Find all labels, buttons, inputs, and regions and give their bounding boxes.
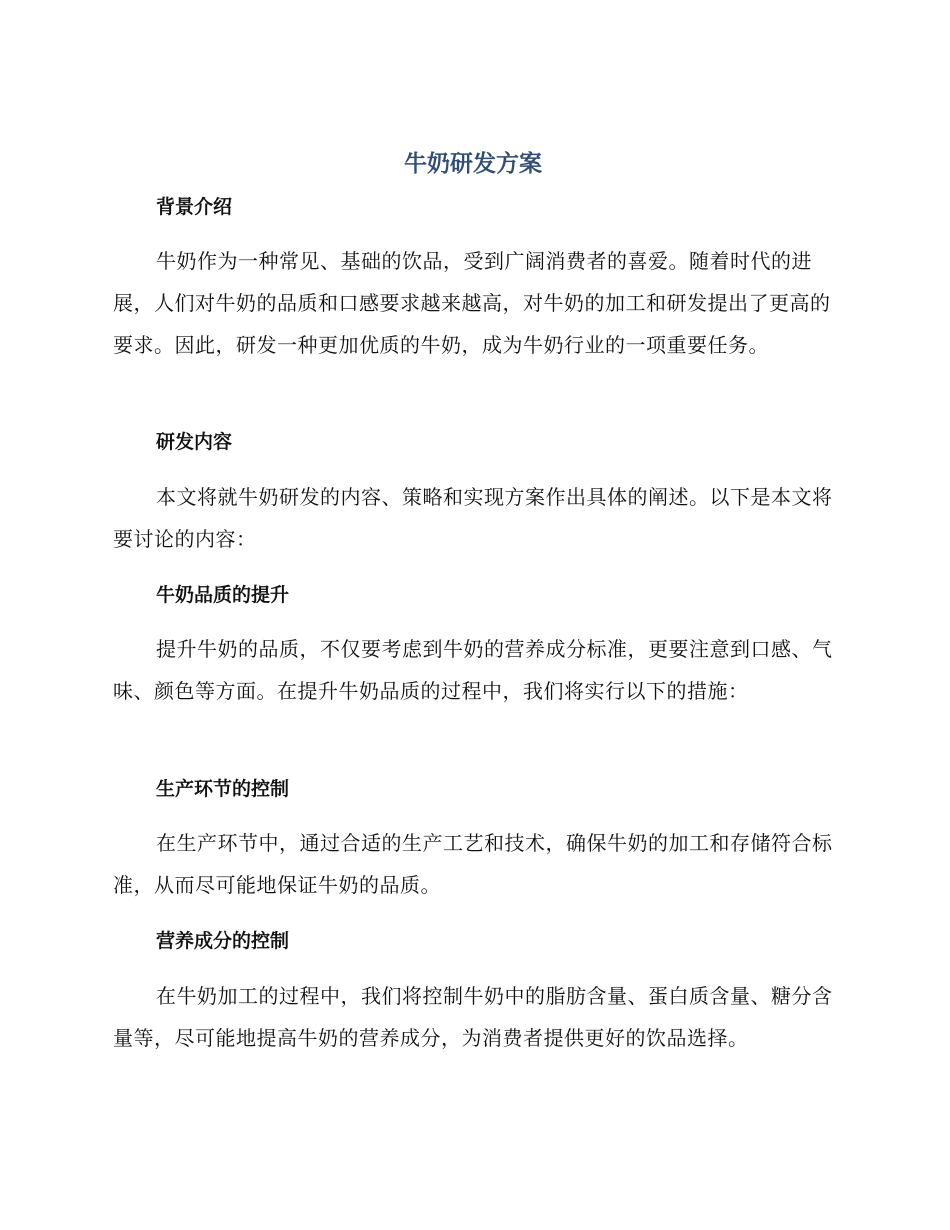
section-heading-quality-improvement: 牛奶品质的提升: [156, 584, 290, 606]
section-heading-nutrition-control: 营养成分的控制: [156, 930, 290, 952]
section-paragraph-production-control: 在生产环节中，通过合适的生产工艺和技术，确保牛奶的加工和存储符合标准，从而尽可能地保证牛奶的品质。: [113, 831, 833, 897]
section-paragraph-rd-content: 本文将就牛奶研发的内容、策略和实现方案作出具体的阐述。以下是本文将要讨论的内容：: [113, 485, 833, 551]
section-paragraph-nutrition-control: 在牛奶加工的过程中，我们将控制牛奶中的脂肪含量、蛋白质含量、糖分含量等，尽可能地提高牛奶的营养成分，为消费者提供更好的饮品选择。: [113, 984, 833, 1050]
document-title: 牛奶研发方案: [404, 151, 542, 177]
section-heading-rd-content: 研发内容: [156, 431, 233, 453]
section-paragraph-background: 牛奶作为一种常见、基础的饮品，受到广阔消费者的喜爱。随着时代的进展，人们对牛奶的品质和口感要求越来越高，对牛奶的加工和研发提出了更高的要求。因此，研发一种更加优质的牛奶，成为牛奶行业的一项重要任务。: [113, 249, 831, 357]
section-paragraph-quality-improvement: 提升牛奶的品质，不仅要考虑到牛奶的营养成分标准，更要注意到口感、气味、颜色等方面。在提升牛奶品质的过程中，我们将实行以下的措施：: [113, 637, 833, 703]
section-heading-production-control: 生产环节的控制: [156, 778, 290, 800]
section-heading-background: 背景介绍: [156, 196, 233, 218]
